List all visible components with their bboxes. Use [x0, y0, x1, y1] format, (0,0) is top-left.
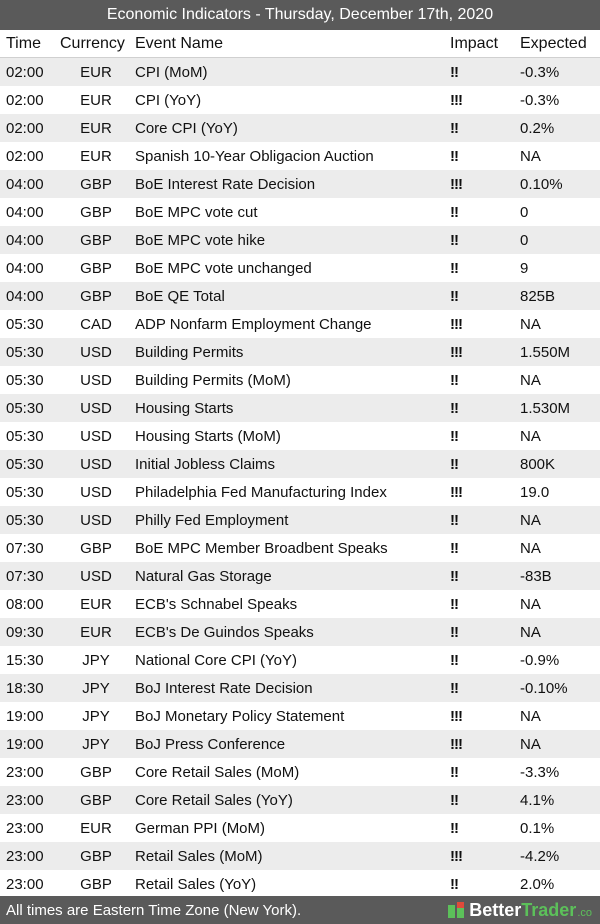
cell-event-name: CPI (YoY) — [135, 91, 202, 109]
cell-impact: !! — [450, 875, 458, 893]
cell-time: 23:00 — [6, 763, 44, 781]
cell-expected: 2.0% — [520, 875, 555, 893]
cell-time: 05:30 — [6, 371, 44, 389]
cell-impact: !! — [450, 427, 458, 445]
cell-event-name: Retail Sales (MoM) — [135, 847, 263, 865]
cell-time: 02:00 — [6, 91, 44, 109]
cell-expected: NA — [520, 623, 541, 641]
cell-currency: USD — [80, 343, 112, 361]
brand-logo — [448, 900, 592, 921]
cell-expected: NA — [520, 539, 541, 557]
cell-impact: !!! — [450, 315, 462, 333]
cell-time: 08:00 — [6, 595, 44, 613]
cell-currency: USD — [80, 427, 112, 445]
cell-impact: !!! — [450, 483, 462, 501]
cell-currency: EUR — [80, 147, 112, 165]
brand-better-text: Better — [469, 899, 522, 920]
table-row — [0, 618, 600, 646]
table-row — [0, 198, 600, 226]
cell-currency: CAD — [80, 315, 112, 333]
events-table-body — [0, 58, 600, 898]
cell-expected: 825B — [520, 287, 556, 305]
cell-currency: JPY — [82, 679, 110, 697]
cell-event-name: CPI (MoM) — [135, 63, 208, 81]
cell-event-name: Building Permits — [135, 343, 244, 361]
table-row — [0, 506, 600, 534]
cell-currency: USD — [80, 399, 112, 417]
cell-event-name: Philly Fed Employment — [135, 511, 289, 529]
table-row — [0, 534, 600, 562]
cell-expected: 0.10% — [520, 175, 563, 193]
table-row — [0, 254, 600, 282]
cell-event-name: BoJ Interest Rate Decision — [135, 679, 313, 697]
cell-impact: !!! — [450, 175, 462, 193]
table-row — [0, 646, 600, 674]
cell-expected: 0 — [520, 231, 529, 249]
cell-currency: USD — [80, 511, 112, 529]
cell-currency: EUR — [80, 91, 112, 109]
cell-currency: JPY — [82, 651, 110, 669]
cell-currency: JPY — [82, 735, 110, 753]
cell-currency: GBP — [80, 847, 112, 865]
cell-currency: GBP — [80, 791, 112, 809]
cell-impact: !! — [450, 763, 458, 781]
cell-impact: !! — [450, 119, 458, 137]
cell-time: 05:30 — [6, 399, 44, 417]
cell-impact: !!! — [450, 343, 462, 361]
cell-impact: !!! — [450, 707, 462, 725]
cell-expected: NA — [520, 595, 541, 613]
column-header-event: Event Name — [135, 34, 224, 52]
table-row — [0, 422, 600, 450]
column-header-expected: Expected — [520, 34, 587, 52]
cell-time: 02:00 — [6, 119, 44, 137]
cell-event-name: National Core CPI (YoY) — [135, 651, 298, 669]
cell-time: 07:30 — [6, 539, 44, 557]
column-header-currency: Currency — [60, 34, 125, 52]
cell-currency: USD — [80, 567, 112, 585]
cell-event-name: BoE MPC vote cut — [135, 203, 258, 221]
cell-expected: NA — [520, 315, 541, 333]
cell-time: 04:00 — [6, 231, 44, 249]
cell-expected: -4.2% — [520, 847, 560, 865]
table-header — [0, 30, 600, 58]
cell-expected: -0.3% — [520, 63, 560, 81]
table-row — [0, 86, 600, 114]
cell-event-name: BoE MPC vote unchanged — [135, 259, 312, 277]
table-row — [0, 394, 600, 422]
cell-time: 23:00 — [6, 875, 44, 893]
cell-currency: GBP — [80, 287, 112, 305]
cell-expected: -0.3% — [520, 91, 560, 109]
bettertrader-logo-icon — [448, 902, 464, 918]
cell-event-name: Initial Jobless Claims — [135, 455, 276, 473]
column-header-impact: Impact — [450, 34, 499, 52]
table-row — [0, 226, 600, 254]
cell-expected: NA — [520, 735, 541, 753]
cell-expected: 0 — [520, 203, 529, 221]
table-row — [0, 702, 600, 730]
cell-event-name: Retail Sales (YoY) — [135, 875, 257, 893]
table-row — [0, 590, 600, 618]
cell-event-name: ADP Nonfarm Employment Change — [135, 315, 372, 333]
table-row — [0, 478, 600, 506]
cell-time: 05:30 — [6, 455, 44, 473]
cell-event-name: Philadelphia Fed Manufacturing Index — [135, 483, 387, 501]
cell-time: 04:00 — [6, 175, 44, 193]
cell-currency: GBP — [80, 203, 112, 221]
cell-time: 02:00 — [6, 147, 44, 165]
cell-impact: !! — [450, 399, 458, 417]
table-row — [0, 310, 600, 338]
cell-currency: USD — [80, 483, 112, 501]
cell-time: 05:30 — [6, 427, 44, 445]
cell-impact: !! — [450, 567, 458, 585]
cell-impact: !! — [450, 203, 458, 221]
cell-time: 19:00 — [6, 707, 44, 725]
cell-time: 09:30 — [6, 623, 44, 641]
cell-impact: !! — [450, 539, 458, 557]
cell-time: 19:00 — [6, 735, 44, 753]
cell-event-name: ECB's Schnabel Speaks — [135, 595, 298, 613]
cell-currency: GBP — [80, 231, 112, 249]
cell-expected: NA — [520, 511, 541, 529]
cell-currency: EUR — [80, 819, 112, 837]
cell-currency: GBP — [80, 259, 112, 277]
cell-impact: !! — [450, 147, 458, 165]
cell-currency: EUR — [80, 119, 112, 137]
cell-time: 05:30 — [6, 483, 44, 501]
cell-expected: 19.0 — [520, 483, 550, 501]
cell-time: 02:00 — [6, 63, 44, 81]
cell-time: 04:00 — [6, 287, 44, 305]
cell-currency: GBP — [80, 763, 112, 781]
cell-impact: !! — [450, 623, 458, 641]
timezone-note: All times are Eastern Time Zone (New York). — [6, 901, 302, 919]
cell-event-name: Core Retail Sales (MoM) — [135, 763, 300, 781]
cell-expected: NA — [520, 371, 541, 389]
cell-event-name: Core CPI (YoY) — [135, 119, 238, 137]
cell-expected: 4.1% — [520, 791, 555, 809]
cell-impact: !!! — [450, 91, 462, 109]
cell-expected: 1.530M — [520, 399, 571, 417]
cell-time: 15:30 — [6, 651, 44, 669]
table-row — [0, 730, 600, 758]
cell-time: 23:00 — [6, 819, 44, 837]
cell-currency: JPY — [82, 707, 110, 725]
cell-impact: !! — [450, 595, 458, 613]
cell-expected: -83B — [520, 567, 552, 585]
cell-event-name: Housing Starts — [135, 399, 234, 417]
cell-event-name: BoE Interest Rate Decision — [135, 175, 316, 193]
cell-impact: !! — [450, 259, 458, 277]
cell-currency: EUR — [80, 623, 112, 641]
cell-impact: !! — [450, 679, 458, 697]
table-row — [0, 814, 600, 842]
cell-currency: GBP — [80, 875, 112, 893]
cell-event-name: Building Permits (MoM) — [135, 371, 291, 389]
cell-event-name: BoE MPC vote hike — [135, 231, 266, 249]
cell-expected: 800K — [520, 455, 556, 473]
cell-event-name: BoJ Press Conference — [135, 735, 286, 753]
cell-time: 07:30 — [6, 567, 44, 585]
cell-event-name: BoE MPC Member Broadbent Speaks — [135, 539, 388, 557]
cell-event-name: BoE QE Total — [135, 287, 225, 305]
cell-event-name: ECB's De Guindos Speaks — [135, 623, 314, 641]
table-row — [0, 870, 600, 898]
cell-event-name: German PPI (MoM) — [135, 819, 266, 837]
cell-time: 18:30 — [6, 679, 44, 697]
cell-expected: -3.3% — [520, 763, 560, 781]
table-row — [0, 58, 600, 86]
cell-impact: !! — [450, 455, 458, 473]
column-header-time: Time — [6, 34, 41, 52]
cell-time: 05:30 — [6, 343, 44, 361]
cell-currency: USD — [80, 455, 112, 473]
table-row — [0, 114, 600, 142]
table-row — [0, 562, 600, 590]
table-row — [0, 674, 600, 702]
cell-expected: NA — [520, 427, 541, 445]
cell-time: 05:30 — [6, 315, 44, 333]
cell-impact: !! — [450, 63, 458, 81]
cell-expected: -0.10% — [520, 679, 568, 697]
table-row — [0, 338, 600, 366]
cell-currency: USD — [80, 371, 112, 389]
cell-time: 23:00 — [6, 791, 44, 809]
cell-currency: GBP — [80, 539, 112, 557]
cell-impact: !! — [450, 231, 458, 249]
cell-impact: !!! — [450, 847, 462, 865]
table-row — [0, 170, 600, 198]
table-row — [0, 786, 600, 814]
table-row — [0, 366, 600, 394]
cell-impact: !! — [450, 511, 458, 529]
page-title: Economic Indicators - Thursday, December 17th, 2020 — [0, 0, 600, 30]
cell-impact: !! — [450, 371, 458, 389]
brand-trader-text: Trader — [521, 899, 577, 920]
cell-expected: 9 — [520, 259, 529, 277]
cell-impact: !! — [450, 651, 458, 669]
cell-currency: GBP — [80, 175, 112, 193]
brand-co-text: .co — [577, 906, 592, 919]
table-row — [0, 758, 600, 786]
cell-currency: EUR — [80, 63, 112, 81]
cell-time: 23:00 — [6, 847, 44, 865]
cell-event-name: Natural Gas Storage — [135, 567, 272, 585]
cell-expected: NA — [520, 707, 541, 725]
cell-expected: -0.9% — [520, 651, 560, 669]
cell-expected: NA — [520, 147, 541, 165]
cell-time: 04:00 — [6, 259, 44, 277]
cell-event-name: Housing Starts (MoM) — [135, 427, 281, 445]
cell-event-name: BoJ Monetary Policy Statement — [135, 707, 345, 725]
cell-event-name: Spanish 10-Year Obligacion Auction — [135, 147, 374, 165]
table-row — [0, 842, 600, 870]
cell-impact: !! — [450, 819, 458, 837]
table-row — [0, 142, 600, 170]
cell-impact: !!! — [450, 735, 462, 753]
cell-impact: !! — [450, 791, 458, 809]
cell-time: 05:30 — [6, 511, 44, 529]
cell-expected: 0.1% — [520, 819, 555, 837]
cell-impact: !! — [450, 287, 458, 305]
cell-event-name: Core Retail Sales (YoY) — [135, 791, 293, 809]
cell-expected: 0.2% — [520, 119, 555, 137]
table-row — [0, 282, 600, 310]
cell-expected: 1.550M — [520, 343, 571, 361]
footer-bar — [0, 896, 600, 924]
cell-time: 04:00 — [6, 203, 44, 221]
table-row — [0, 450, 600, 478]
cell-currency: EUR — [80, 595, 112, 613]
